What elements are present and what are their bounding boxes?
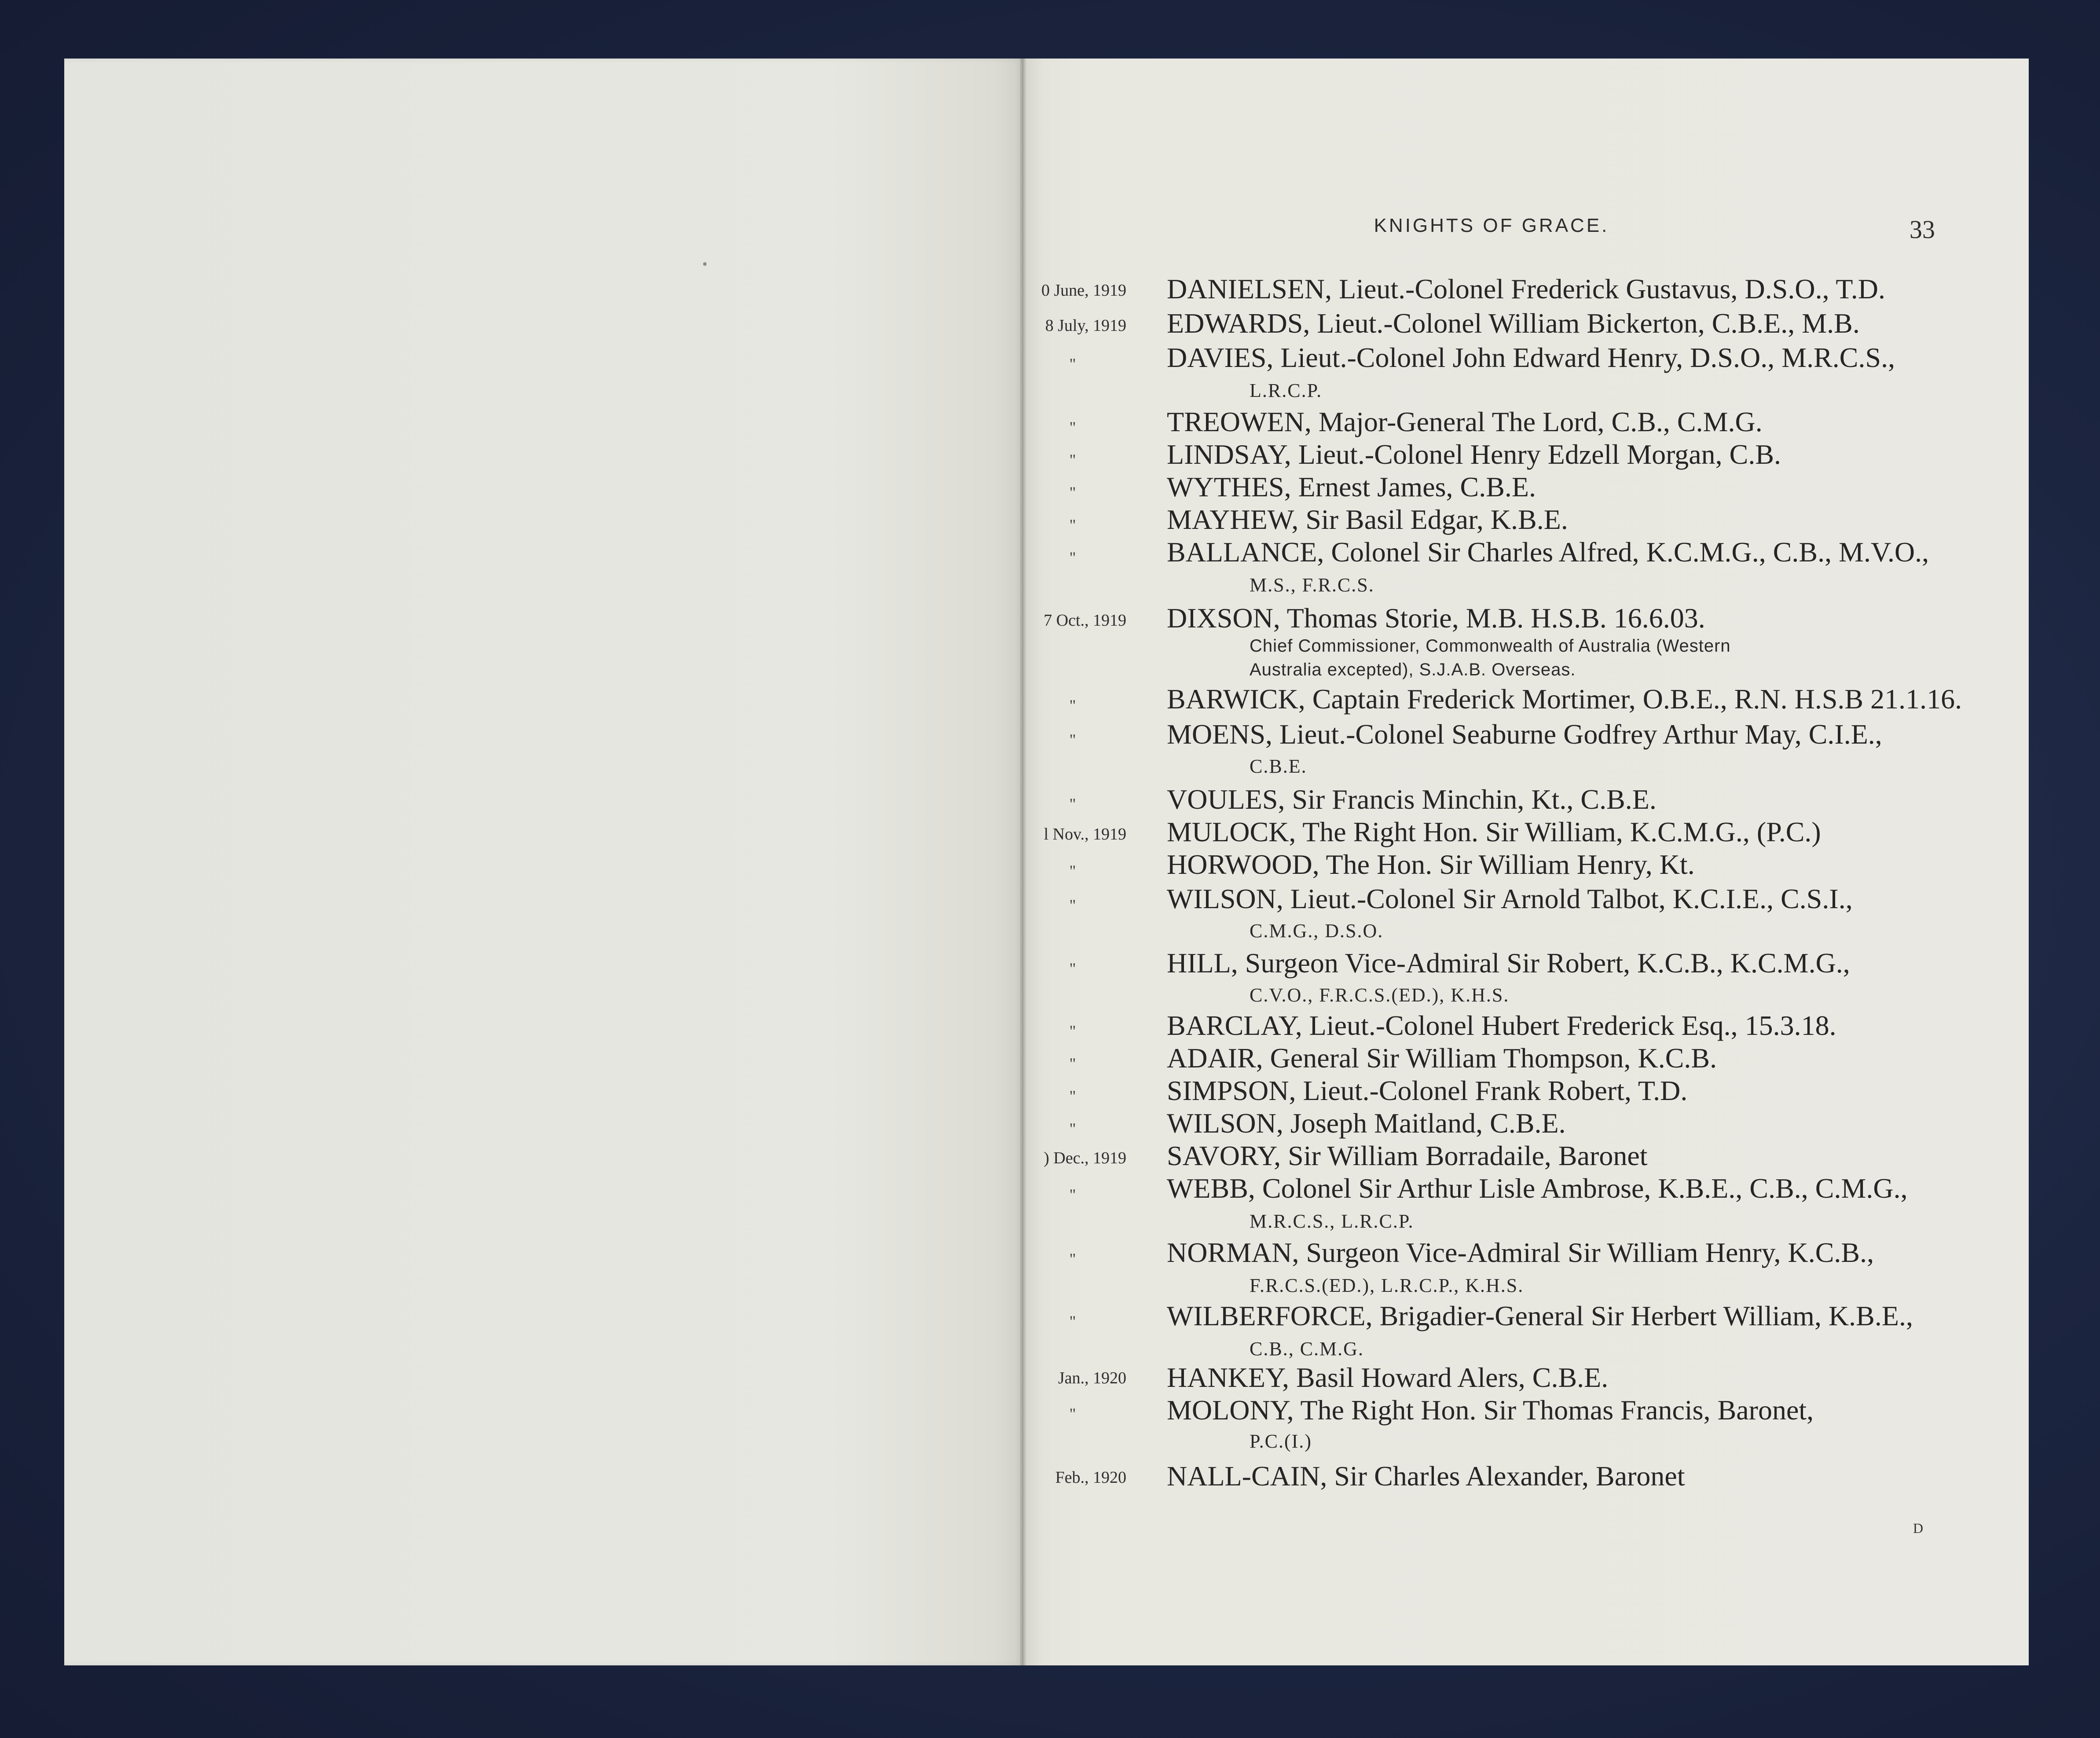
ditto-mark: " bbox=[1069, 1405, 1076, 1423]
ditto-mark: " bbox=[1069, 697, 1076, 714]
ditto-mark: " bbox=[1069, 795, 1076, 813]
entry-line: BALLANCE, Colonel Sir Charles Alfred, K.C.M.G., C.B., M.V.O., bbox=[1167, 536, 1929, 568]
ditto-mark: " bbox=[1069, 862, 1076, 880]
entry-line: WILSON, Lieut.-Colonel Sir Arnold Talbot, K.C.I.E., C.S.I., bbox=[1167, 883, 1853, 914]
paper-speck bbox=[703, 262, 707, 266]
ditto-mark: " bbox=[1069, 731, 1076, 748]
signature-mark: D bbox=[1913, 1520, 1924, 1536]
ditto-mark: " bbox=[1069, 1186, 1076, 1203]
entry-continuation: F.R.C.S.(ED.), L.R.C.P., K.H.S. bbox=[1250, 1275, 1524, 1296]
entry-line: EDWARDS, Lieut.-Colonel William Bickerton, C.B.E., M.B. bbox=[1167, 308, 1860, 339]
ditto-mark: " bbox=[1069, 1120, 1076, 1137]
entry-line: DAVIES, Lieut.-Colonel John Edward Henry, D.S.O., M.R.C.S., bbox=[1167, 342, 1895, 373]
ditto-mark: " bbox=[1069, 516, 1076, 534]
entry-line: WILSON, Joseph Maitland, C.B.E. bbox=[1167, 1107, 1566, 1139]
entry-note: Chief Commissioner, Commonwealth of Australia (Western bbox=[1250, 636, 1731, 656]
ditto-mark: " bbox=[1069, 1250, 1076, 1268]
entry-date: 8 July, 1919 bbox=[1045, 316, 1126, 335]
ditto-mark: " bbox=[1069, 1022, 1076, 1040]
entry-line: MULOCK, The Right Hon. Sir William, K.C.M.G., (P.C.) bbox=[1167, 816, 1821, 847]
entry-line: HILL, Surgeon Vice-Admiral Sir Robert, K.C.B., K.C.M.G., bbox=[1167, 947, 1850, 979]
entry-line: HORWOOD, The Hon. Sir William Henry, Kt. bbox=[1167, 849, 1695, 880]
entry-continuation: C.B.E. bbox=[1250, 755, 1307, 777]
ditto-mark: " bbox=[1069, 355, 1076, 373]
entry-line: SAVORY, Sir William Borradaile, Baronet bbox=[1167, 1140, 1648, 1171]
running-header: KNIGHTS OF GRACE. bbox=[1374, 215, 1609, 236]
entry-line: BARCLAY, Lieut.-Colonel Hubert Frederick Esq., 15.3.18. bbox=[1167, 1010, 1836, 1041]
ditto-mark: " bbox=[1069, 549, 1076, 566]
entry-line: DANIELSEN, Lieut.-Colonel Frederick Gustavus, D.S.O., T.D. bbox=[1167, 273, 1885, 304]
ditto-mark: " bbox=[1069, 418, 1076, 436]
entry-line: MAYHEW, Sir Basil Edgar, K.B.E. bbox=[1167, 504, 1568, 535]
ditto-mark: " bbox=[1069, 1055, 1076, 1072]
entry-continuation: C.M.G., D.S.O. bbox=[1250, 920, 1384, 942]
ditto-mark: " bbox=[1069, 484, 1076, 501]
entry-date: l Nov., 1919 bbox=[1044, 825, 1126, 843]
entry-line: WEBB, Colonel Sir Arthur Lisle Ambrose, K.B.E., C.B., C.M.G., bbox=[1167, 1173, 1908, 1204]
entry-line: WYTHES, Ernest James, C.B.E. bbox=[1167, 471, 1536, 502]
entry-line: MOENS, Lieut.-Colonel Seaburne Godfrey Arthur May, C.I.E., bbox=[1167, 719, 1882, 750]
entry-line: VOULES, Sir Francis Minchin, Kt., C.B.E. bbox=[1167, 784, 1657, 815]
ditto-mark: " bbox=[1069, 451, 1076, 469]
entry-date: 7 Oct., 1919 bbox=[1044, 611, 1126, 630]
ditto-mark: " bbox=[1069, 1313, 1076, 1330]
page-number: 33 bbox=[1909, 215, 1935, 244]
entry-line: HANKEY, Basil Howard Alers, C.B.E. bbox=[1167, 1362, 1609, 1393]
entry-line: MOLONY, The Right Hon. Sir Thomas Francis, Baronet, bbox=[1167, 1394, 1814, 1426]
entry-line: BARWICK, Captain Frederick Mortimer, O.B.E., R.N. H.S.B 21.1.16. bbox=[1167, 683, 1962, 715]
entry-line: NALL-CAIN, Sir Charles Alexander, Baronet bbox=[1167, 1460, 1685, 1492]
entry-continuation: P.C.(I.) bbox=[1250, 1430, 1312, 1452]
entry-continuation: M.S., F.R.C.S. bbox=[1250, 574, 1374, 596]
entry-continuation: L.R.C.P. bbox=[1250, 380, 1323, 401]
entry-line: NORMAN, Surgeon Vice-Admiral Sir William Henry, K.C.B., bbox=[1167, 1237, 1874, 1268]
entry-line: TREOWEN, Major-General The Lord, C.B., C.M.G. bbox=[1167, 406, 1763, 437]
ditto-mark: " bbox=[1069, 1087, 1076, 1105]
entry-line: WILBERFORCE, Brigadier-General Sir Herbert William, K.B.E., bbox=[1167, 1300, 1913, 1331]
entry-line: DIXSON, Thomas Storie, M.B. H.S.B. 16.6.03. bbox=[1167, 602, 1705, 634]
entry-line: SIMPSON, Lieut.-Colonel Frank Robert, T.D. bbox=[1167, 1075, 1688, 1106]
entry-line: ADAIR, General Sir William Thompson, K.C.B. bbox=[1167, 1042, 1717, 1074]
entry-continuation: C.V.O., F.R.C.S.(ED.), K.H.S. bbox=[1250, 984, 1510, 1006]
entry-continuation: C.B., C.M.G. bbox=[1250, 1338, 1364, 1360]
left-page-blank bbox=[64, 59, 1023, 1665]
ditto-mark: " bbox=[1069, 960, 1076, 977]
ditto-mark: " bbox=[1069, 896, 1076, 914]
entry-date: ) Dec., 1919 bbox=[1044, 1149, 1126, 1167]
entry-date: 0 June, 1919 bbox=[1041, 281, 1126, 300]
entry-date: Jan., 1920 bbox=[1058, 1369, 1126, 1387]
entry-note: Australia excepted), S.J.A.B. Overseas. bbox=[1250, 660, 1576, 679]
entry-date: Feb., 1920 bbox=[1055, 1468, 1126, 1487]
entry-line: LINDSAY, Lieut.-Colonel Henry Edzell Morgan, C.B. bbox=[1167, 439, 1781, 470]
entry-continuation: M.R.C.S., L.R.C.P. bbox=[1250, 1210, 1414, 1232]
